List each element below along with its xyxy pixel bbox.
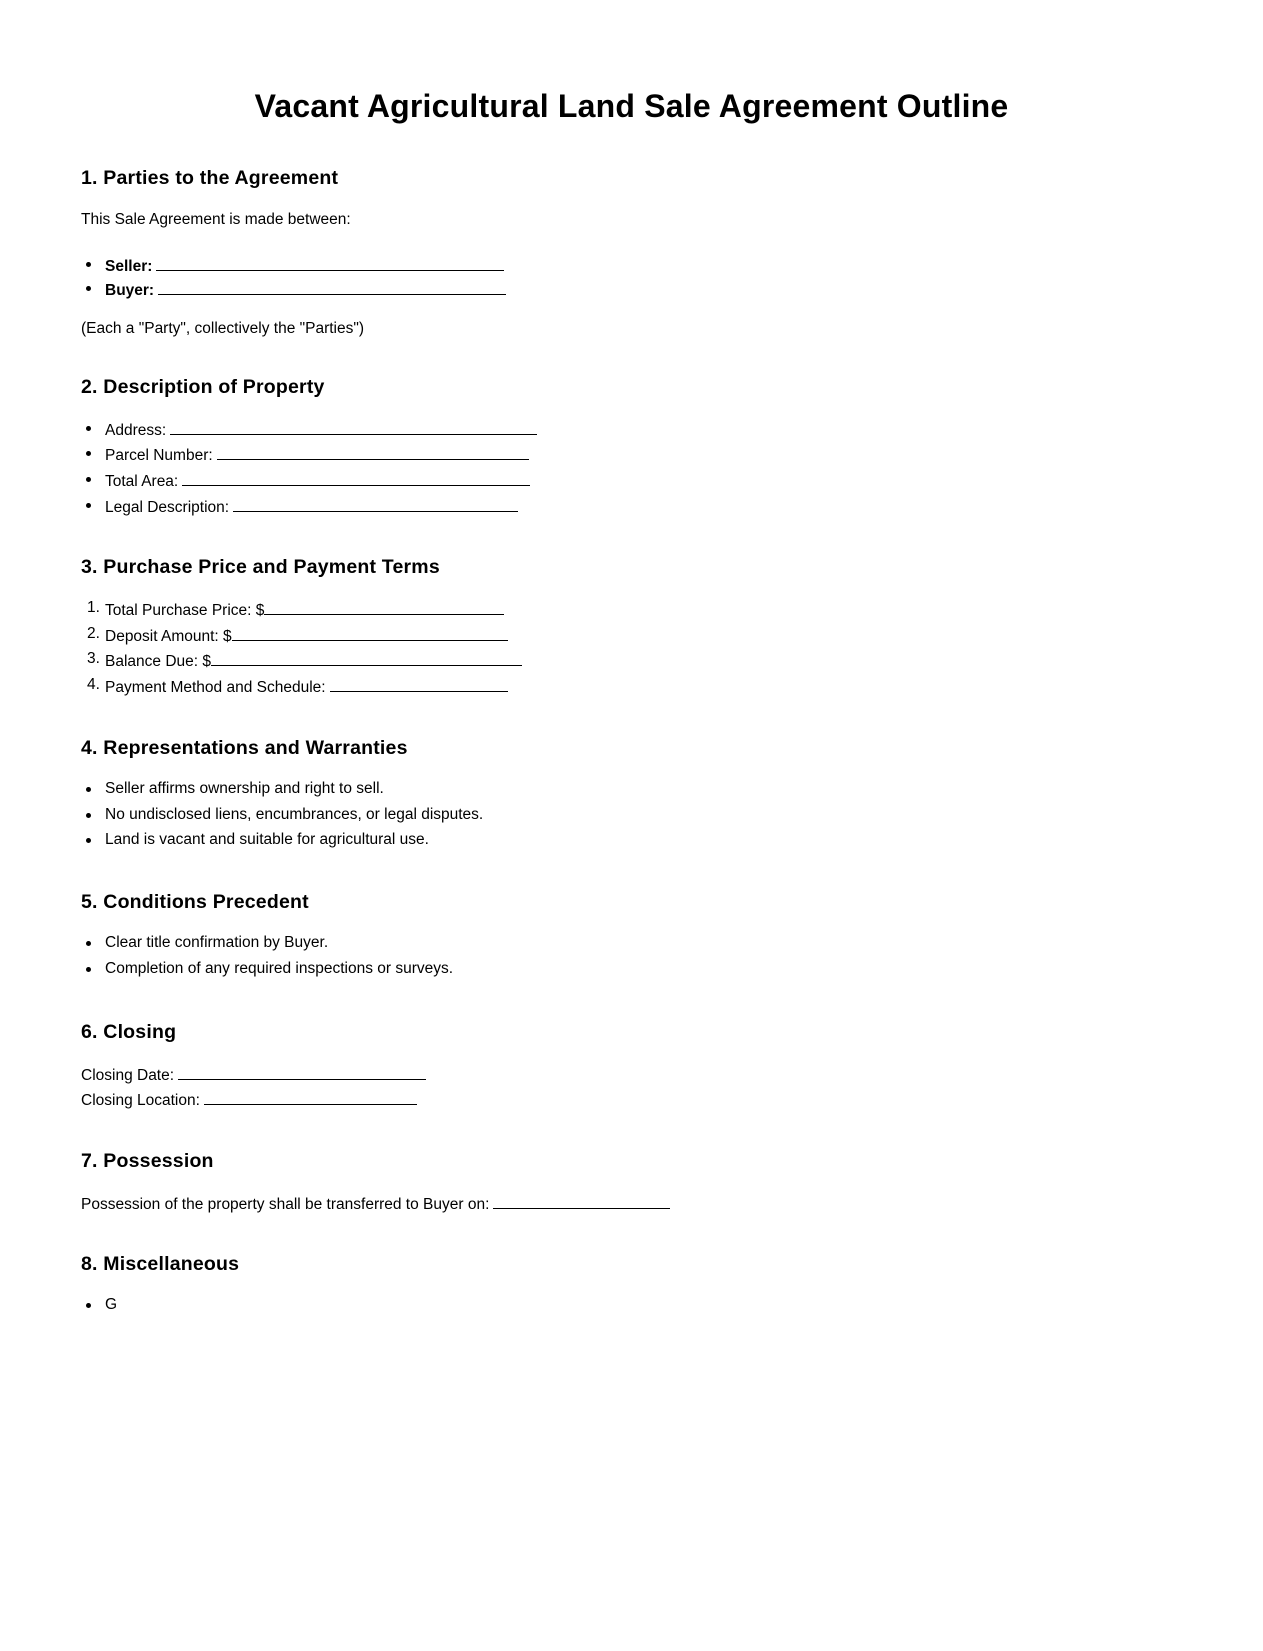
- closing-date-line: [81, 1064, 426, 1085]
- possession-text: Possession of the property shall be transferred to Buyer on:: [81, 1196, 490, 1213]
- section-heading-miscellaneous: 8. Miscellaneous: [81, 1253, 240, 1275]
- closing-date-label: Closing Date:: [81, 1067, 175, 1084]
- section-heading-possession: 7. Possession: [81, 1150, 214, 1172]
- list-number: 2.: [87, 625, 100, 642]
- bullet-icon: [86, 1303, 91, 1308]
- section-heading-warranties: 4. Representations and Warranties: [81, 737, 408, 759]
- deposit-amount-blank-field[interactable]: [232, 625, 508, 641]
- parties-intro: This Sale Agreement is made between:: [81, 211, 351, 228]
- list-number: 4.: [87, 676, 100, 693]
- possession-line: [81, 1193, 670, 1214]
- section-heading-property: 2. Description of Property: [81, 376, 325, 398]
- bullet-icon: [86, 426, 91, 431]
- total-area-label: Total Area:: [105, 473, 179, 490]
- closing-location-line: [81, 1089, 417, 1110]
- bullet-icon: [86, 262, 91, 267]
- warranty-text: Land is vacant and suitable for agricultural use.: [105, 831, 429, 848]
- seller-blank-field[interactable]: [156, 255, 504, 271]
- condition-text: Clear title confirmation by Buyer.: [105, 934, 329, 951]
- list-number: 1.: [87, 599, 100, 616]
- buyer-label: Buyer:: [105, 282, 155, 299]
- legal-description-label: Legal Description:: [105, 499, 230, 516]
- list-number: 3.: [87, 650, 100, 667]
- parcel-number-blank-field[interactable]: [217, 444, 529, 460]
- bullet-icon: [86, 503, 91, 508]
- address-blank-field[interactable]: [170, 419, 537, 435]
- bullet-icon: [86, 477, 91, 482]
- deposit-amount-label: Deposit Amount: $: [105, 628, 232, 645]
- section-heading-closing: 6. Closing: [81, 1021, 177, 1043]
- closing-location-label: Closing Location:: [81, 1092, 200, 1109]
- balance-due-blank-field[interactable]: [211, 650, 522, 666]
- bullet-icon: [86, 967, 91, 972]
- total-purchase-price-label: Total Purchase Price: $: [105, 602, 265, 619]
- payment-method-blank-field[interactable]: [330, 676, 508, 692]
- balance-due-label: Balance Due: $: [105, 653, 211, 670]
- warranty-text: Seller affirms ownership and right to sell.: [105, 780, 384, 797]
- total-purchase-price-blank-field[interactable]: [264, 599, 504, 615]
- bullet-icon: [86, 941, 91, 946]
- bullet-icon: [86, 838, 91, 843]
- address-label: Address:: [105, 422, 167, 439]
- parties-note: (Each a "Party", collectively the "Parties"): [81, 320, 365, 337]
- payment-method-label: Payment Method and Schedule:: [105, 679, 326, 696]
- section-heading-conditions: 5. Conditions Precedent: [81, 891, 309, 913]
- bullet-icon: [86, 286, 91, 291]
- warranty-text: No undisclosed liens, encumbrances, or legal disputes.: [105, 806, 484, 823]
- seller-label: Seller:: [105, 258, 153, 275]
- bullet-icon: [86, 787, 91, 792]
- closing-date-blank-field[interactable]: [178, 1064, 426, 1080]
- section-heading-parties: 1. Parties to the Agreement: [81, 167, 339, 189]
- bullet-icon: [86, 813, 91, 818]
- section-heading-payment: 3. Purchase Price and Payment Terms: [81, 556, 440, 578]
- bullet-icon: [86, 451, 91, 456]
- closing-location-blank-field[interactable]: [204, 1089, 417, 1105]
- total-area-blank-field[interactable]: [182, 470, 530, 486]
- condition-text: Completion of any required inspections or surveys.: [105, 960, 454, 977]
- miscellaneous-item-text: G: [105, 1296, 118, 1313]
- parcel-number-label: Parcel Number:: [105, 447, 213, 464]
- buyer-blank-field[interactable]: [158, 279, 506, 295]
- legal-description-blank-field[interactable]: [233, 496, 518, 512]
- document-title: Vacant Agricultural Land Sale Agreement Outline: [254, 88, 1009, 124]
- possession-date-blank-field[interactable]: [493, 1193, 670, 1209]
